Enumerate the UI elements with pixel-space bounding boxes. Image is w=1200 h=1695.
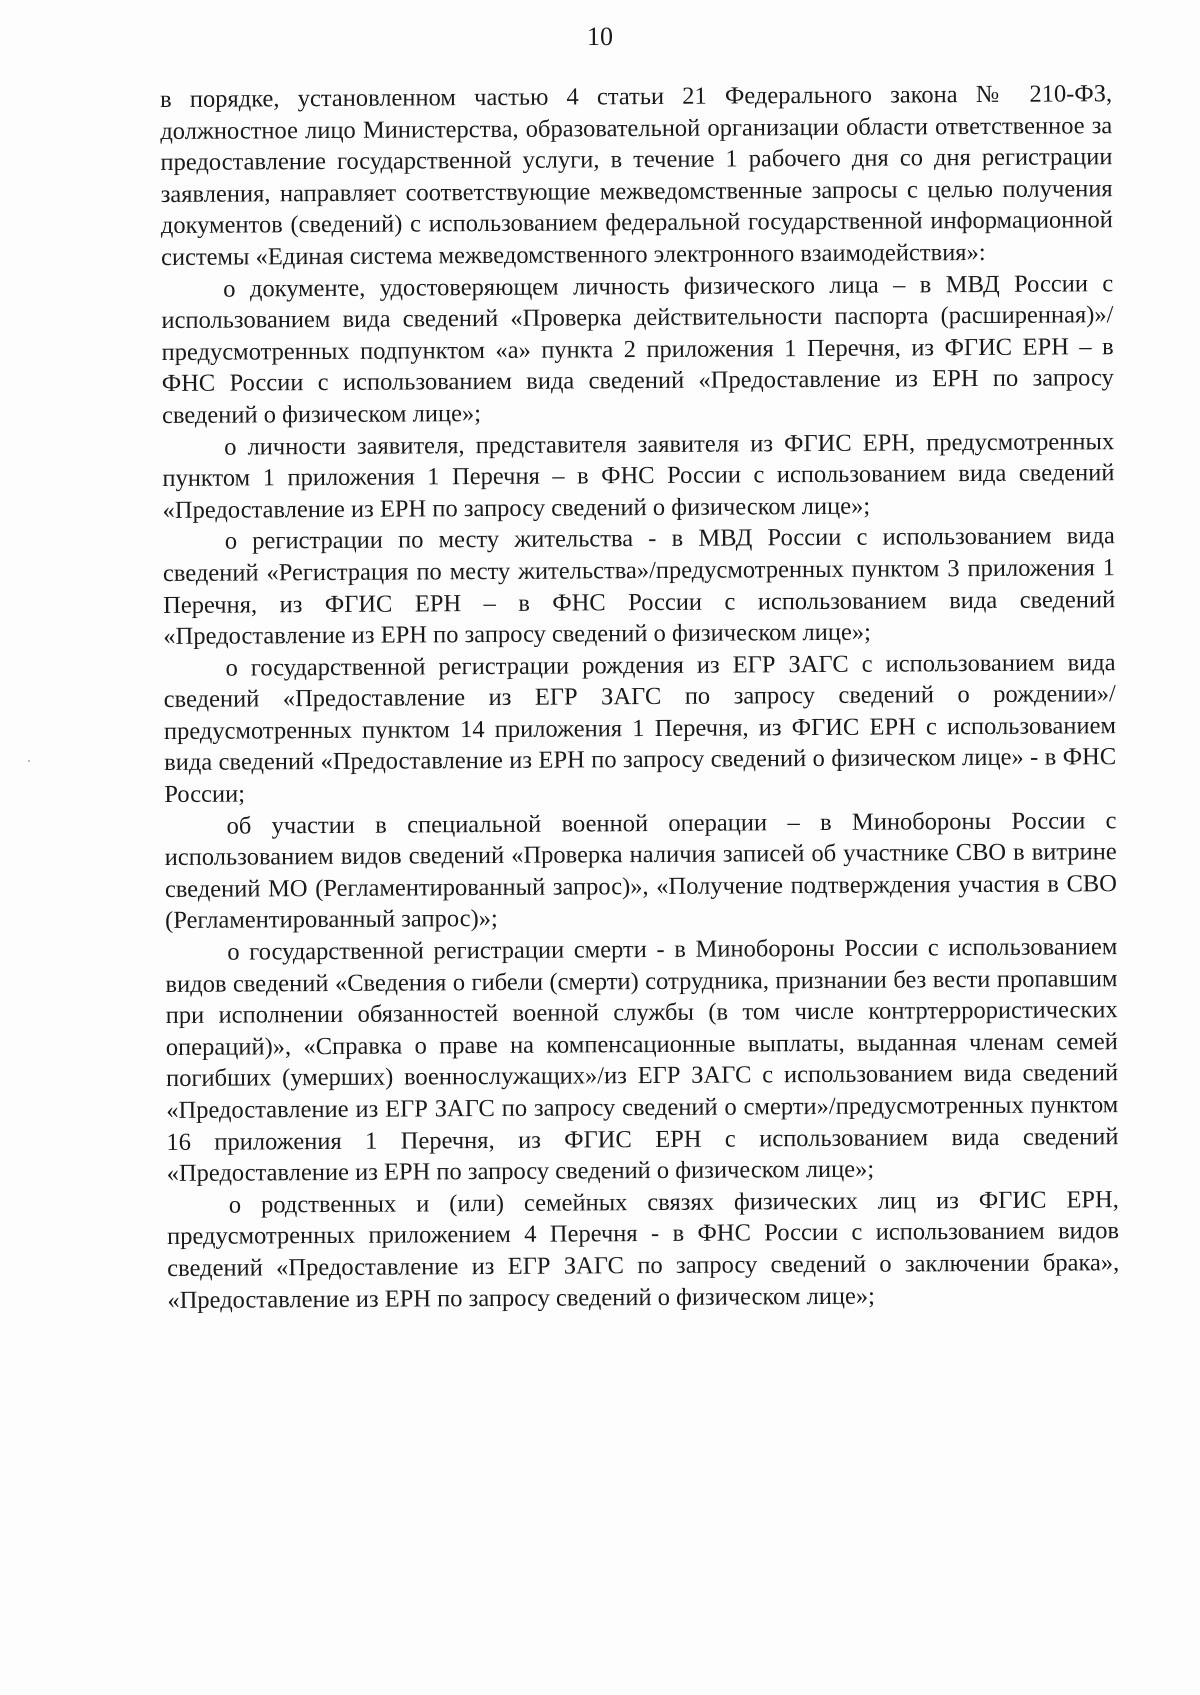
document-body xyxy=(160,78,1120,1316)
paragraph-birth-registration: о государственной регистрации рождения из ЕГР ЗАГС с использованием вида сведений «Предоставление из ЕГР ЗАГС по запросу сведений о рождении»/предусмотренных пунктом 14 приложения 1 Перечня, из ФГИС ЕРН с использованием вида сведений «Предоставление из ЕРН по запросу сведений о физическом лице» - в ФНС России; xyxy=(163,648,1117,809)
paragraph-identity-document: о документе, удостоверяющем личность физического лица – в МВД России с использованием вида сведений «Проверка действительности паспорта (расширенная)»/предусмотренных подпунктом «а» пункта 2 приложения 1 Перечня, из ФГИС ЕРН – в ФНС России с использованием вида сведений «Предоставление из ЕРН по запросу сведений о физическом лице»; xyxy=(161,269,1114,429)
scan-artifact xyxy=(28,760,30,762)
paragraph-military-operation: об участии в специальной военной операции – в Минобороны России с использованием видов сведений «Проверка наличия записей об участнике СВО в витрине сведений МО (Регламентированный запрос)», «Получение подтверждения участия в СВО (Регламентированный запрос)»; xyxy=(164,806,1117,935)
paragraph-family-relations: о родственных и (или) семейных связях физических лиц из ФГИС ЕРН, предусмотренных приложением 4 Перечня - в ФНС России с использованием видов сведений «Предоставление из ЕГР ЗАГС по запросу сведений о заключении брака», «Предоставление из ЕРН по запросу сведений о физическом лице»; xyxy=(166,1185,1120,1314)
page-number: 10 xyxy=(587,22,613,51)
paragraph-intro: в порядке, установленном частью 4 статьи 21 Федерального закона № 210-ФЗ, должностное лицо Министерства, образовательной организации области ответственное за предоставление государственной услуги, в течение 1 рабочего дня со дня регистрации заявления, направляет соответствующие межведомственные запросы с целью получения документов (сведений) с использованием федеральной государственной информационной системы «Единая система межведомственного электронного взаимодействия»: xyxy=(160,80,1113,271)
paragraph-death-registration: о государственной регистрации смерти - в Минобороны России с использованием видов сведений «Сведения о гибели (смерти) сотрудника, признании без вести пропавшим при исполнении обязанностей военной службы (в том числе контртеррористических операций)», «Справка о праве на компенсационные выплаты, выданная членам семей погибших (умерших) военнослужащих»/из ЕГР ЗАГС с использованием вида сведений «Предоставление из ЕГР ЗАГС по запросу сведений о смерти»/предусмотренных пунктом 16 приложения 1 Перечня, из ФГИС ЕРН с использованием вида сведений «Предоставление из ЕРН по запросу сведений о физическом лице»; xyxy=(165,933,1119,1188)
paragraph-residence-registration: о регистрации по месту жительства - в МВД России с использованием вида сведений «Регистрация по месту жительства»/предусмотренных пунктом 3 приложения 1 Перечня, из ФГИС ЕРН – в ФНС России с использованием вида сведений «Предоставление из ЕРН по запросу сведений о физическом лице»; xyxy=(162,522,1116,651)
paragraph-applicant-identity: о личности заявителя, представителя заявителя из ФГИС ЕРН, предусмотренных пунктом 1 приложения 1 Перечня – в ФНС России с использованием вида сведений «Предоставление из ЕРН по запросу сведений о физическом лице»; xyxy=(162,427,1115,524)
